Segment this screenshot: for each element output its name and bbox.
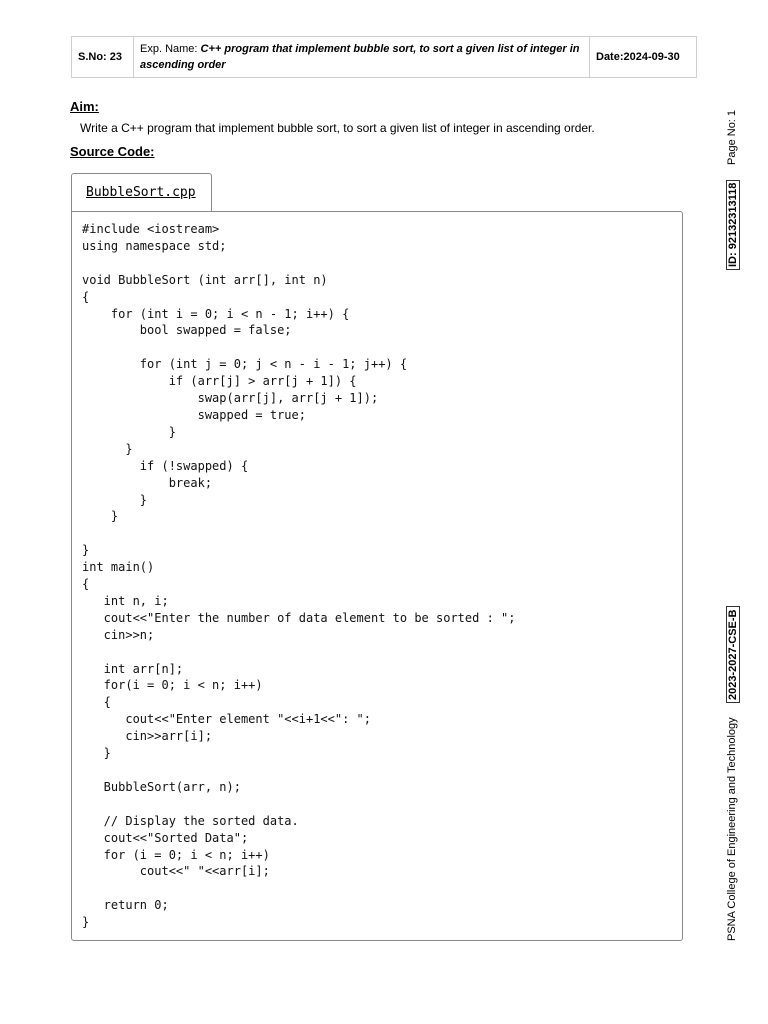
source-code: #include <iostream> using namespace std; void BubbleSort (int arr[], int n) { for (int i = 0; i < n - 1; i++) { bool swapped = false; for (int j = 0; j < n - i - 1; j++) { if (arr[j] > arr[j + 1]) { swap(arr[j], arr[j + 1]); swapped = true; } } if (!swapped) { break; } } } int main() { int n, i; cout<<"Enter the number of data element to be sorted : "; cin>>n; int arr[n]; for(i = 0; i < n; i++) { cout<<"Enter element "<<i+1<<": "; cin>>arr[i]; } BubbleSort(arr, n); // Display the sorted data. cout<<"Sorted Data"; for (i = 0; i < n; i++) cout<<" "<<arr[i]; return 0; } — [82, 222, 516, 930]
experiment-name-prefix: Exp. Name: — [140, 43, 201, 55]
experiment-header — [71, 36, 697, 78]
aim-heading: Aim: — [70, 99, 99, 114]
batch-label: 2023-2027-CSE-B — [726, 607, 740, 704]
student-id: ID: 92132313118 — [726, 180, 740, 270]
file-name: BubbleSort.cpp — [86, 185, 196, 200]
page-sidebar — [724, 0, 748, 1024]
serial-number: S.No: 23 — [72, 37, 134, 78]
experiment-date: Date:2024-09-30 — [590, 37, 697, 78]
experiment-name — [134, 37, 590, 78]
experiment-title: C++ program that implement bubble sort, to sort a given list of integer in ascending order — [140, 43, 580, 71]
aim-text: Write a C++ program that implement bubble sort, to sort a given list of integer in ascending order. — [80, 121, 595, 135]
college-name: PSNA College of Engineering and Technology — [726, 717, 738, 941]
page-number: Page No: 1 — [726, 109, 738, 165]
file-tab[interactable] — [71, 173, 212, 211]
code-block — [71, 211, 683, 941]
source-code-heading: Source Code: — [70, 144, 155, 159]
